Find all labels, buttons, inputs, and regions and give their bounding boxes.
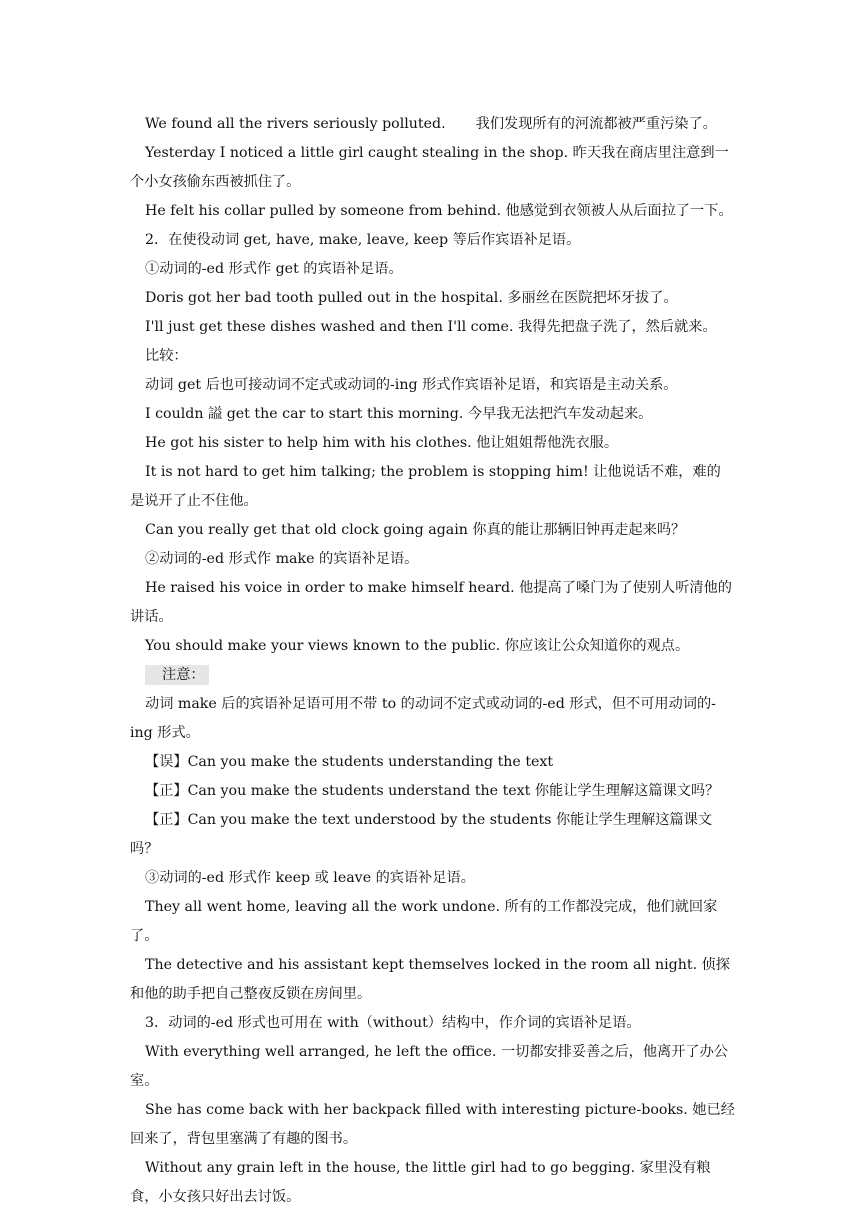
document-body [130,110,735,1212]
note-paragraph [130,661,735,690]
paragraph: Can you really get that old clock going again 你真的能让那辆旧钟再走起来吗？ [145,522,686,538]
paragraph: With everything well arranged, he left the office. 一切都安排妥善之后，他离开了办公室。 [130,1044,728,1089]
paragraph: 【误】Can you make the students understanding the text [145,754,554,770]
compare-label: 比较： [145,348,188,364]
section-heading: 3．动词的-ed 形式也可用在 with（without）结构中，作介词的宾语补足语。 [145,1015,641,1031]
paragraph: He raised his voice in order to make himself heard. 他提高了嗓门为了使别人听清他的讲话。 [130,580,732,625]
subsection-heading: ②动词的-ed 形式作 make 的宾语补足语。 [145,551,419,567]
subsection-heading: ①动词的-ed 形式作 get 的宾语补足语。 [145,261,403,277]
paragraph: The detective and his assistant kept themselves locked in the room all night. 侦探和他的助手把自己整夜反锁在房间里。 [130,957,730,1002]
paragraph: Without any grain left in the house, the little girl had to go begging. 家里没有粮食，小女孩只好出去讨饭。 [130,1160,711,1205]
paragraph: 【正】Can you make the students understand the text 你能让学生理解这篇课文吗？ [145,783,720,799]
paragraph: 动词 get 后也可接动词不定式或动词的-ing 形式作宾语补足语，和宾语是主动关系。 [145,377,678,393]
paragraph: Doris got her bad tooth pulled out in the hospital. 多丽丝在医院把坏牙拔了。 [145,290,678,306]
paragraph: He got his sister to help him with his clothes. 他让姐姐帮他洗衣服。 [145,435,619,451]
paragraph [130,110,735,139]
paragraph: Yesterday I noticed a little girl caught stealing in the shop. 昨天我在商店里注意到一个小女孩偷东西被抓住了。 [130,145,729,190]
note-label: 注意： [145,665,209,685]
paragraph: She has come back with her backpack filled with interesting picture-books. 她已经回来了，背包里塞满了有趣的图书。 [130,1102,735,1147]
sentence-zh: 我们发现所有的河流都被严重污染了。 [475,116,717,132]
subsection-heading: ③动词的-ed 形式作 keep 或 leave 的宾语补足语。 [145,870,475,886]
paragraph: You should make your views known to the public. 你应该让公众知道你的观点。 [145,638,690,654]
paragraph: They all went home, leaving all the work undone. 所有的工作都没完成，他们就回家了。 [130,899,718,944]
paragraph: 【正】Can you make the text understood by the students 你能让学生理解这篇课文吗？ [130,812,713,857]
sentence-en: We found all the rivers seriously polluted. [145,116,446,132]
paragraph: I'll just get these dishes washed and then I'll come. 我得先把盘子洗了，然后就来。 [145,319,717,335]
section-heading: 2．在使役动词 get, have, make, leave, keep 等后作宾语补足语。 [145,232,581,248]
paragraph: It is not hard to get him talking; the problem is stopping him! 让他说话不难，难的是说开了止不住他。 [130,464,721,509]
paragraph: I couldn 謚 get the car to start this morning. 今早我无法把汽车发动起来。 [145,406,653,422]
paragraph: 动词 make 后的宾语补足语可用不带 to 的动词不定式或动词的-ed 形式，但不可用动词的-ing 形式。 [130,696,716,741]
paragraph: He felt his collar pulled by someone from behind. 他感觉到衣领被人从后面拉了一下。 [145,203,733,219]
